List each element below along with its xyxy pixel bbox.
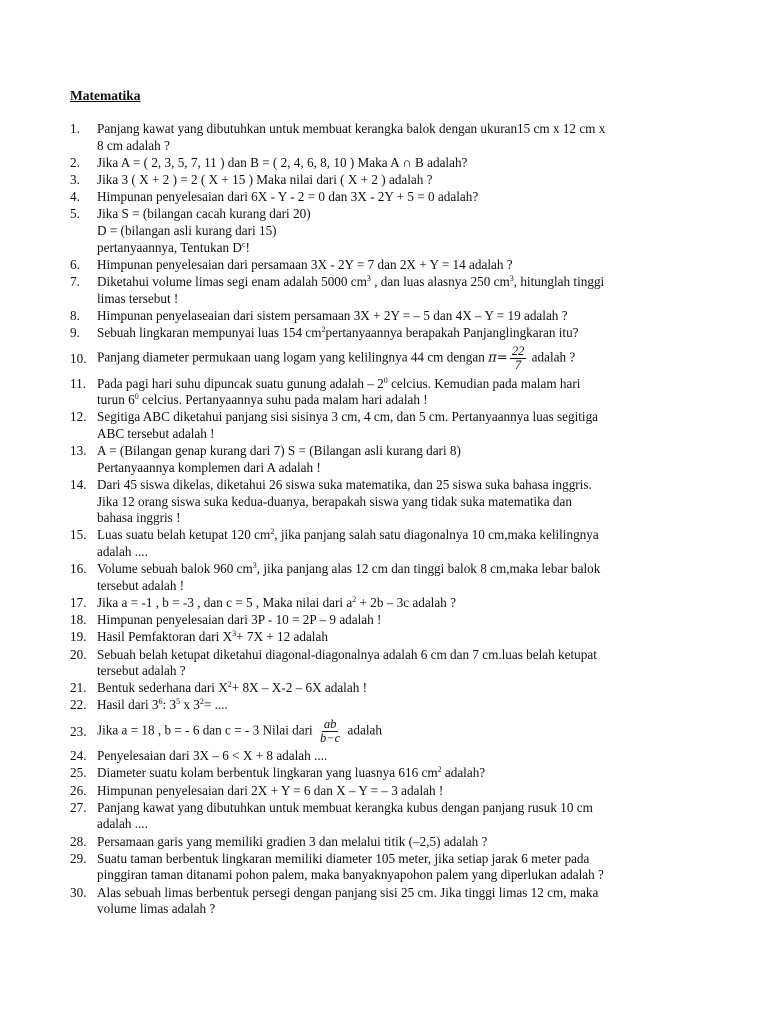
question-line: Segitiga ABC diketahui panjang sisi sisinya 3 cm, 4 cm, dan 5 cm. Pertanyaannya luas segitiga xyxy=(97,409,599,425)
question-text xyxy=(97,718,700,745)
question-23 xyxy=(70,715,700,748)
question-17 xyxy=(70,595,700,612)
question-number: 5. xyxy=(70,206,80,222)
text-segment: Hasil Pemfaktoran dari X xyxy=(97,629,233,645)
question-line xyxy=(97,527,700,544)
question-number: 7. xyxy=(70,273,80,289)
question-text xyxy=(97,697,700,714)
text-segment: Jika a = 18 , b = - 6 dan c = - 3 Nilai dari xyxy=(97,722,316,738)
question-13 xyxy=(70,443,700,476)
question-29 xyxy=(70,851,700,884)
text-segment: Pada pagi hari suhu dipuncak suatu gunung adalah – 2 xyxy=(97,375,384,391)
text-segment: , jika panjang salah satu diagonalnya 10 cm,maka kelilingnya xyxy=(274,527,599,543)
text-segment: Diketahui volume limas segi enam adalah 5000 cm xyxy=(97,273,367,289)
text-segment: Jika a = -1 , b = -3 , dan c = 5 , Maka nilai dari a xyxy=(97,594,353,610)
question-21 xyxy=(70,680,700,697)
question-number: 17. xyxy=(70,594,87,610)
question-number: 22. xyxy=(70,697,87,713)
superscript: 0 xyxy=(134,392,139,402)
question-26 xyxy=(70,783,700,800)
question-text: Himpunan penyelesaian dari 2X + Y = 6 dan X – Y = – 3 adalah ! xyxy=(97,782,444,798)
superscript: 3 xyxy=(232,629,237,639)
question-text xyxy=(97,206,700,256)
question-text xyxy=(97,647,700,680)
text-segment: pertanyaannya, Tentukan D xyxy=(97,239,242,255)
question-19 xyxy=(70,629,700,646)
text-segment: x 3 xyxy=(180,697,200,713)
fraction-numerator: ab xyxy=(323,716,337,731)
text-segment: ! xyxy=(245,239,250,255)
question-text xyxy=(97,274,700,307)
question-number: 23. xyxy=(70,723,87,739)
question-8 xyxy=(70,308,700,325)
question-line: adalah .... xyxy=(97,816,148,832)
text-segment: , dan luas alasnya 250 cm xyxy=(370,273,510,289)
question-text: Penyelesaian dari 3X – 6 < X + 8 adalah .... xyxy=(97,748,328,764)
text-segment: celcius. Pertanyaannya suhu pada malam hari adalah ! xyxy=(138,392,428,408)
superscript: 2 xyxy=(270,527,275,537)
question-line: Jika 12 orang siswa suka kedua-duanya, berapakah siswa yang tidak suka matematika dan xyxy=(97,493,572,509)
question-line xyxy=(97,392,700,409)
question-number: 15. xyxy=(70,527,87,543)
superscript: 2 xyxy=(199,697,204,707)
question-number: 16. xyxy=(70,561,87,577)
question-7 xyxy=(70,274,700,307)
question-number: 1. xyxy=(70,121,80,136)
question-line: tersebut adalah ! xyxy=(97,577,185,593)
text-segment: celcius. Kemudian pada malam hari xyxy=(387,375,581,391)
question-1 xyxy=(70,121,700,154)
question-list xyxy=(70,121,700,918)
superscript: 0 xyxy=(383,375,388,385)
question-line: volume limas adalah ? xyxy=(97,901,216,917)
text-segment: Luas suatu belah ketupat 120 cm xyxy=(97,527,271,543)
question-6 xyxy=(70,257,700,274)
text-segment: turun 6 xyxy=(97,392,135,408)
question-14 xyxy=(70,477,700,527)
question-number: 3. xyxy=(70,171,80,187)
superscript: 2 xyxy=(352,594,357,604)
text-segment: Volume sebuah balok 960 cm xyxy=(97,561,253,577)
text-segment: = .... xyxy=(203,697,228,713)
superscript: 5 xyxy=(176,697,181,707)
superscript: 2 xyxy=(437,765,442,775)
superscript: c xyxy=(241,239,246,249)
question-number: 26. xyxy=(70,782,87,798)
text-segment: Bentuk sederhana dari X xyxy=(97,680,228,696)
question-text xyxy=(97,629,700,646)
question-text xyxy=(97,477,700,527)
question-3 xyxy=(70,172,700,189)
question-18 xyxy=(70,612,700,629)
fraction-numerator: 22 xyxy=(511,344,525,359)
fraction-denominator: b−c xyxy=(319,730,341,745)
question-line xyxy=(97,561,700,578)
question-text xyxy=(97,680,700,697)
question-line: Alas sebuah limas berbentuk persegi dengan panjang sisi 25 cm. Jika tinggi limas 12 cm, maka xyxy=(97,884,599,900)
fraction xyxy=(318,718,342,745)
pi-symbol: π= xyxy=(488,350,508,366)
question-text xyxy=(97,325,700,342)
question-2 xyxy=(70,155,700,172)
question-line: Sebuah belah ketupat diketahui diagonal-diagonalnya adalah 6 cm dan 7 cm.luas belah ketupat xyxy=(97,646,597,662)
question-line xyxy=(97,376,700,393)
text-segment: Sebuah lingkaran mempunyai luas 154 cm xyxy=(97,324,322,340)
question-text: Himpunan penyelaseaian dari sistem persamaan 3X + 2Y = – 5 dan 4X – Y = 19 adalah ? xyxy=(97,307,568,323)
document-title: Matematika xyxy=(70,88,141,103)
question-text xyxy=(97,561,700,594)
question-text: Himpunan penyelesaian dari persamaan 3X - 2Y = 7 dan 2X + Y = 14 adalah ? xyxy=(97,256,513,272)
question-number: 27. xyxy=(70,799,87,815)
question-line: Panjang kawat yang dibutuhkan untuk membuat kerangka balok dengan ukuran15 cm x 12 cm x xyxy=(97,121,606,136)
question-number: 18. xyxy=(70,612,87,628)
text-segment: pertanyaannya berapakah Panjanglingkaran itu? xyxy=(325,324,579,340)
question-text: Persamaan garis yang memiliki gradien 3 dan melalui titik (–2,5) adalah ? xyxy=(97,833,488,849)
question-text xyxy=(97,595,700,612)
question-line: Dari 45 siswa dikelas, diketahui 26 siswa suka matematika, dan 25 siswa suka bahasa inggris. xyxy=(97,477,592,492)
text-segment: + 7X + 12 adalah xyxy=(236,629,328,645)
question-number: 29. xyxy=(70,850,87,866)
question-number: 19. xyxy=(70,629,87,645)
question-number: 11. xyxy=(70,375,86,391)
question-text: Himpunan penyelesaian dari 6X - Y - 2 = 0 dan 3X - 2Y + 5 = 0 adalah? xyxy=(97,189,479,205)
question-line: tersebut adalah ? xyxy=(97,663,186,679)
question-number: 8. xyxy=(70,307,80,323)
question-line: 8 cm adalah ? xyxy=(97,137,170,153)
question-number: 14. xyxy=(70,477,87,492)
question-22 xyxy=(70,697,700,714)
question-number: 13. xyxy=(70,443,87,459)
question-number: 6. xyxy=(70,256,80,272)
superscript: 3 xyxy=(366,273,371,283)
question-line: ABC tersebut adalah ! xyxy=(97,426,215,442)
superscript: 2 xyxy=(321,324,326,334)
question-line: Suatu taman berbentuk lingkaran memiliki diameter 105 meter, jika setiap jarak 6 meter pada xyxy=(97,850,590,866)
text-segment: adalah ? xyxy=(528,349,576,365)
question-16 xyxy=(70,561,700,594)
question-number: 2. xyxy=(70,154,80,170)
question-number: 9. xyxy=(70,324,80,340)
question-line: Panjang kawat yang dibutuhkan untuk membuat kerangka kubus dengan panjang rusuk 10 cm xyxy=(97,799,593,815)
question-number: 4. xyxy=(70,189,80,205)
question-number: 25. xyxy=(70,765,87,781)
question-line: D = (bilangan asli kurang dari 15) xyxy=(97,222,277,238)
question-9 xyxy=(70,325,700,342)
question-15 xyxy=(70,527,700,560)
question-text xyxy=(97,443,700,476)
question-25 xyxy=(70,765,700,782)
question-text xyxy=(97,345,700,372)
superscript: 6 xyxy=(158,697,163,707)
text-segment: : 3 xyxy=(162,697,177,713)
question-12 xyxy=(70,409,700,442)
question-text xyxy=(97,376,700,409)
question-line: A = (Bilangan genap kurang dari 7) S = (Bilangan asli kurang dari 8) xyxy=(97,443,461,459)
question-number: 30. xyxy=(70,884,87,900)
question-24 xyxy=(70,748,700,765)
question-line: limas tersebut ! xyxy=(97,290,179,306)
question-text: Himpunan penyelesaian dari 3P - 10 = 2P – 9 adalah ! xyxy=(97,612,382,628)
question-number: 21. xyxy=(70,680,87,696)
question-text xyxy=(97,851,700,884)
text-segment: + 2b – 3c adalah ? xyxy=(356,594,456,610)
superscript: 2 xyxy=(227,680,232,690)
question-line xyxy=(97,240,700,257)
question-text xyxy=(97,885,700,918)
superscript: 3 xyxy=(252,561,257,571)
question-4 xyxy=(70,189,700,206)
question-text xyxy=(97,765,700,782)
question-text xyxy=(97,527,700,560)
question-line: pinggiran taman ditanami pohon palem, maka banyaknyapohon palem yang diperlukan adalah ? xyxy=(97,867,604,883)
question-text xyxy=(97,409,700,442)
text-segment: , hitunglah tinggi xyxy=(513,273,605,289)
question-line: Jika S = (bilangan cacah kurang dari 20) xyxy=(97,206,311,222)
question-line: Pertanyaannya komplemen dari A adalah ! xyxy=(97,459,321,475)
question-number: 20. xyxy=(70,646,87,662)
question-line: bahasa inggris ! xyxy=(97,510,181,526)
question-number: 28. xyxy=(70,833,87,849)
question-11 xyxy=(70,376,700,409)
question-text xyxy=(97,121,700,154)
question-30 xyxy=(70,885,700,918)
text-segment: Diameter suatu kolam berbentuk lingkaran yang luasnya 616 cm xyxy=(97,765,438,781)
text-segment: , jika panjang alas 12 cm dan tinggi balok 8 cm,maka lebar balok xyxy=(256,561,601,577)
question-number: 12. xyxy=(70,409,87,425)
question-28 xyxy=(70,834,700,851)
text-segment: Panjang diameter permukaan uang logam yang kelilingnya 44 cm dengan xyxy=(97,349,489,365)
text-segment: adalah? xyxy=(441,765,486,781)
question-number: 10. xyxy=(70,351,87,367)
text-segment: adalah xyxy=(344,722,382,738)
question-10 xyxy=(70,342,700,375)
question-27 xyxy=(70,800,700,833)
fraction-denominator: 7 xyxy=(514,358,522,373)
text-segment: Hasil dari 3 xyxy=(97,697,159,713)
question-20 xyxy=(70,647,700,680)
question-number: 24. xyxy=(70,748,87,764)
question-line: adalah .... xyxy=(97,543,148,559)
question-text: Jika 3 ( X + 2 ) = 2 ( X + 15 ) Maka nilai dari ( X + 2 ) adalah ? xyxy=(97,171,433,187)
question-line xyxy=(97,274,700,291)
question-text: Jika A = ( 2, 3, 5, 7, 11 ) dan B = ( 2, 4, 6, 8, 10 ) Maka A ∩ B adalah? xyxy=(97,154,468,170)
text-segment: + 8X – X-2 – 6X adalah ! xyxy=(231,680,367,696)
fraction xyxy=(510,345,527,372)
question-5 xyxy=(70,206,700,256)
question-text xyxy=(97,800,700,833)
superscript: 3 xyxy=(509,273,514,283)
